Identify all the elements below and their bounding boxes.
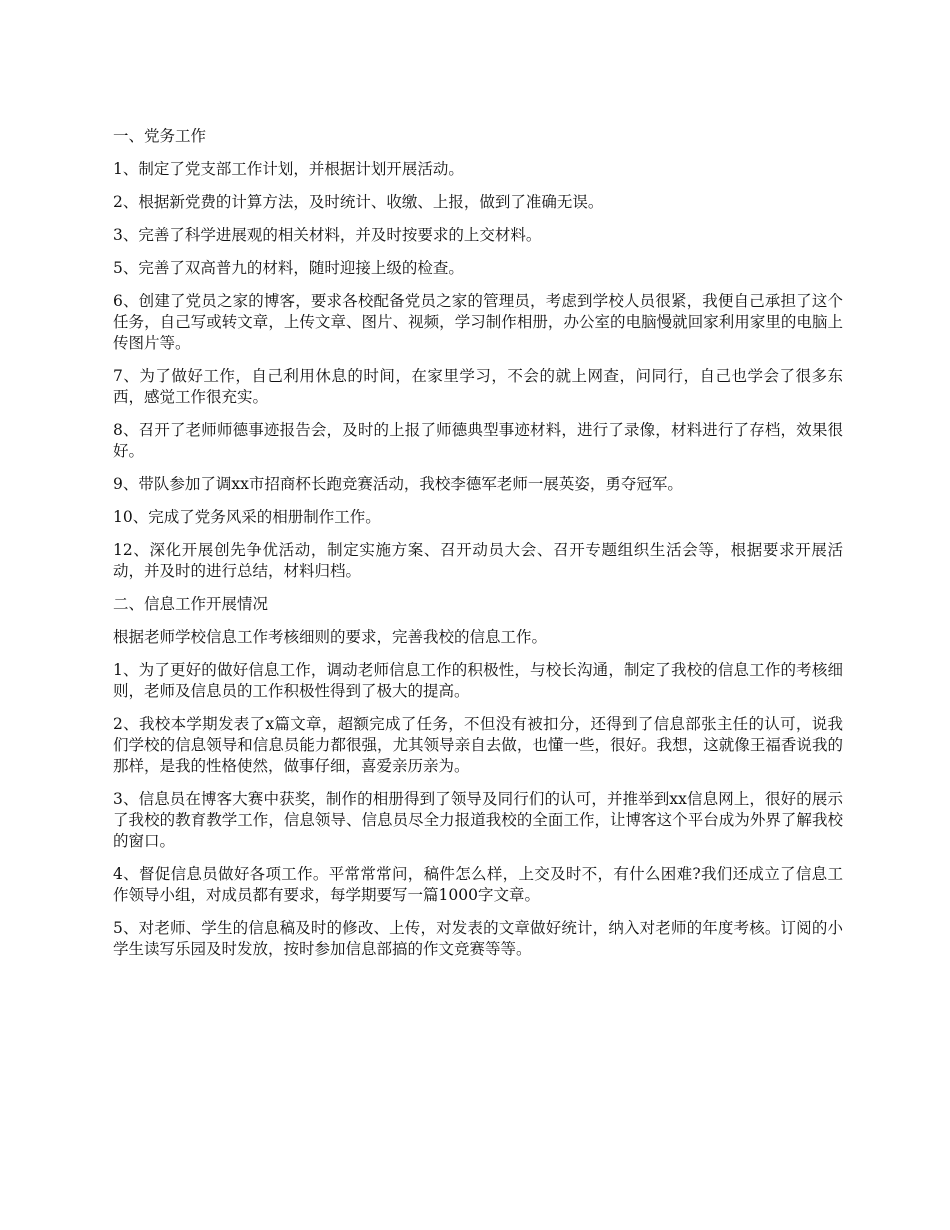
paragraph: 8、召开了老师师德事迹报告会，及时的上报了师德典型事迹材料，进行了录像，材料进行了存档，效果很好。 xyxy=(113,421,843,460)
paragraph: 12、深化开展创先争优活动，制定实施方案、召开动员大会、召开专题组织生活会等，根据要求开展活动，并及时的进行总结，材料归档。 xyxy=(113,541,843,580)
paragraph: 6、创建了党员之家的博客，要求各校配备党员之家的管理员，考虑到学校人员很紧，我便自己承担了这个任务，自己写或转文章，上传文章、图片、视频，学习制作相册，办公室的电脑慢就回家利用家里的电脑上传图片等。 xyxy=(113,292,843,352)
paragraph: 3、信息员在博客大赛中获奖，制作的相册得到了领导及同行们的认可，并推举到xx信息网上，很好的展示了我校的教育教学工作，信息领导、信息员尽全力报道我校的全面工作，让博客这个平台成为外界了解我校的窗口。 xyxy=(113,790,843,850)
paragraph: 9、带队参加了调xx市招商杯长跑竞赛活动，我校李德军老师一展英姿，勇夺冠军。 xyxy=(113,475,683,493)
paragraph: 1、为了更好的做好信息工作，调动老师信息工作的积极性，与校长沟通，制定了我校的信息工作的考核细则，老师及信息员的工作积极性得到了极大的提高。 xyxy=(113,661,843,700)
paragraph: 10、完成了党务风采的相册制作工作。 xyxy=(113,508,381,526)
paragraph: 根据老师学校信息工作考核细则的要求，完善我校的信息工作。 xyxy=(113,628,548,646)
paragraph: 2、我校本学期发表了x篇文章，超额完成了任务，不但没有被扣分，还得到了信息部张主任的认可，说我们学校的信息领导和信息员能力都很强，尤其领导亲自去做，也懂一些，很好。我想，这就像王福香说我的那样，是我的性格使然，做事仔细，喜爱亲历亲为。 xyxy=(113,715,843,775)
document-body xyxy=(113,126,843,972)
paragraph: 1、制定了党支部工作计划，并根据计划开展活动。 xyxy=(113,160,464,178)
paragraph: 2、根据新党费的计算方法，及时统计、收缴、上报，做到了准确无误。 xyxy=(113,193,604,211)
paragraph: 5、对老师、学生的信息稿及时的修改、上传，对发表的文章做好统计，纳入对老师的年度考核。订阅的小学生读写乐园及时发放，按时参加信息部搞的作文竞赛等等。 xyxy=(113,919,843,958)
paragraph: 5、完善了双高普九的材料，随时迎接上级的检查。 xyxy=(113,259,464,277)
section-heading-info-work: 二、信息工作开展情况 xyxy=(113,595,269,613)
paragraph: 4、督促信息员做好各项工作。平常常常问，稿件怎么样，上交及时不，有什么困难?我们还成立了信息工作领导小组，对成员都有要求，每学期要写一篇1000字文章。 xyxy=(113,865,843,904)
paragraph: 7、为了做好工作，自己利用休息的时间，在家里学习，不会的就上网查，问同行，自己也学会了很多东西，感觉工作很充实。 xyxy=(113,367,843,406)
section-heading-party-work: 一、党务工作 xyxy=(113,127,207,145)
paragraph: 3、完善了科学进展观的相关材料，并及时按要求的上交材料。 xyxy=(113,226,542,244)
